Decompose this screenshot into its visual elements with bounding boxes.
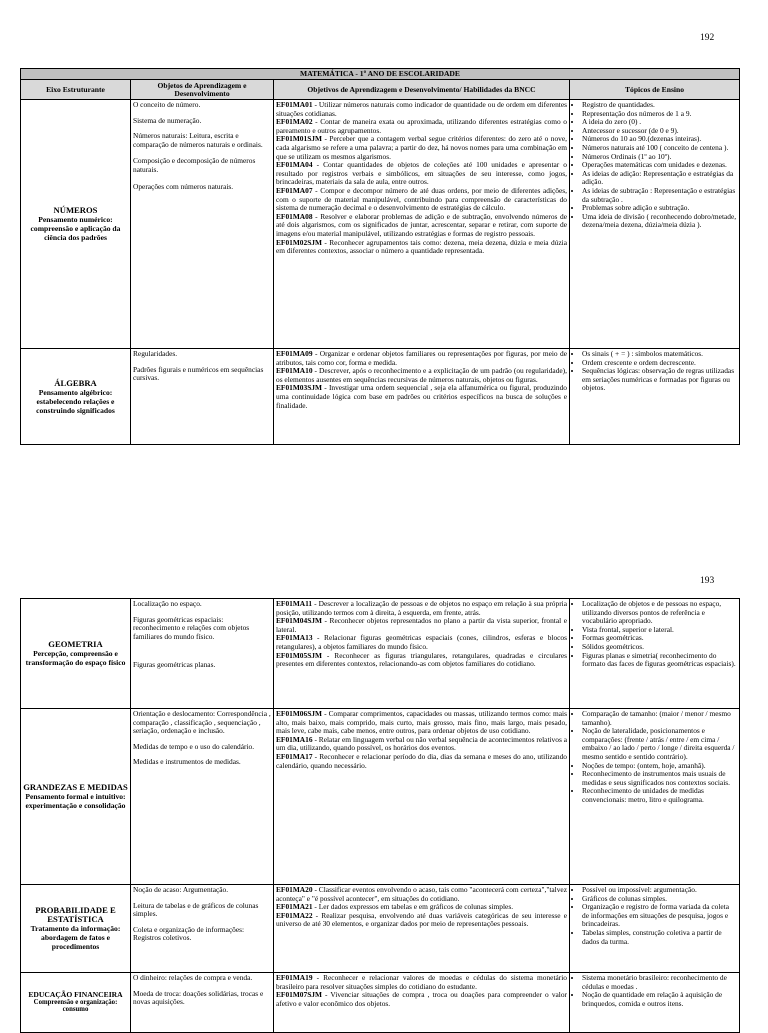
header-topicos: Tópicos de Ensino [570,80,740,100]
axis-subtitle: Percepção, compreensão e transformação do espaço físico [25,649,126,667]
topic-item: • Uma ideia de divisão ( reconhecendo dobro/metade, dezena/meia dezena, dúzia/meia dúzia ). [582,213,737,230]
axis-subtitle: Pensamento numérico: compreensão e aplicação da ciência dos padrões [30,215,121,242]
topic-item: • Registro de quantidades. [582,101,737,110]
objects-cell [131,599,274,709]
topic-item: • Ordem crescente e ordem decrescente. [582,359,737,368]
object-item: Medidas e instrumentos de medidas. [133,757,241,767]
objective-item: EF01MA07 - Compor e decompor número de até duas ordens, por meio de diferentes adições, com o suporte de material manipulável, contribuindo para compreensão de características do sistema de numeração decimal e o desenvolvimento de estratégias de cálculo. [276,185,567,213]
row-algebra [21,349,740,445]
objective-item: EF01MA13 - Relacionar figuras geométricas espaciais (cones, cilindros, esferas e blocos retangulares), a objetos familiares do mundo físico. [276,633,567,651]
axis-cell [21,100,131,349]
row-numeros [21,100,740,349]
topic-item: • Figuras planas e simetria( reconhecimento do formato das faces de figuras geométricas espaciais). [582,652,737,669]
topics-cell [570,349,740,445]
topic-item: • Problemas sobre adição e subtração. [582,204,737,213]
axis-title: NÚMEROS [53,205,98,215]
object-item: Regularidades. [133,349,178,358]
topics-cell [570,599,740,709]
axis-title: PROBABILIDADE E ESTATÍSTICA [35,905,116,924]
topic-item: • Operações matemáticas com unidades e dezenas. [582,161,737,170]
objective-item: EF01MA17 - Reconhecer e relacionar período do dia, dias da semana e meses do ano, utilizando calendário, quando necessário. [276,751,567,770]
axis-title: GRANDEZAS E MEDIDAS [23,782,128,792]
objective-item: EF01M04SJM - Reconhecer objetos representados no plano a partir da vista superior, frontal e lateral. [276,616,567,634]
axis-title: ÁLGEBRA [54,377,97,388]
topic-item: • Números do 10 ao 90.(dezenas inteiras). [582,135,737,144]
axis-subtitle: Pensamento algébrico: estabelecendo relações e construindo significados [36,387,115,415]
topics-cell [570,100,740,349]
topic-item: • Reconhecimento de unidades de medidas convencionais: metro, litro e quilograma. [582,787,737,804]
objective-item: EF01M05SJM - Reconhecer as figuras triangulares, retangulares, quadradas e circulares presentes em diferentes contextos, relacionando-as com objetos familiares do cotidiano. [276,650,567,669]
topic-item: • As ideias de subtração : Representação e estratégias da subtração . [582,187,737,204]
topic-item: • Números Ordinais (1º ao 10º). [582,153,737,162]
topic-item: • A ideia do zero (0) . [582,118,737,127]
row-grandezas [21,709,740,885]
topic-item: • Noção de quantidade em relação à aquisição de brinquedos, comida e outros itens. [582,991,737,1008]
axis-subtitle: Pensamento formal e intuitivo: experimentação e consolidação [25,792,126,810]
topic-item: • Noções de tempo: (ontem, hoje, amanhã). [582,762,737,771]
topic-item: • As ideias de adição: Representação e estratégias da adição. [582,170,737,187]
objectives-cell [274,100,570,349]
header-objetos: Objetos de Aprendizagem e Desenvolvimento [131,80,274,100]
axis-cell [21,709,131,885]
axis-subtitle: Compreensão e organização: consumo [33,998,118,1014]
object-item: Medidas de tempo e o uso do calendário. [133,741,255,751]
header-objetivos: Objetivos de Aprendizagem e Desenvolvimento/ Habilidades da BNCC [274,80,570,100]
axis-cell [21,885,131,973]
object-item: O dinheiro: relações de compra e venda. [133,973,253,982]
objects-cell [131,349,274,445]
topic-item: • Sistema monetário brasileiro: reconhecimento de cédulas e moedas . [582,974,737,991]
topic-item: • Gráficos de colunas simples. [582,895,737,904]
axis-cell [21,349,131,445]
topic-item: • Vista frontal, superior e lateral. [582,626,737,635]
objective-item: EF01MA08 - Resolver e elaborar problemas de adição e de subtração, envolvendo números de até dois algarismos, com os significados de juntar, acrescentar, separar e retirar, com suporte de imagens e/ou material manipulável, utilizando estratégias e formas de registro pessoais. [276,211,567,238]
objective-item: EF01MA01 - Utilizar números naturais como indicador de quantidade ou de ordem em diferentes situações cotidianas. [276,100,567,118]
topic-item: • Organização e registro de forma variada da coleta de informações em situações de pesquisa, jogos e brincadeiras. [582,903,737,929]
object-item: Padrões figurais e numéricos em sequências cursivas. [133,364,264,383]
row-probabilidade [21,885,740,973]
header-eixo: Eixo Estruturante [21,80,131,100]
objective-item: EF01MA10 - Descrever, após o reconhecimento e a explicitação de um padrão (ou regularidade), os elementos ausentes em sequências recursivas de números naturais, objetos ou figuras. [276,366,567,384]
page-number: 193 [700,576,715,586]
object-item: Noção de acaso: Argumentação. [133,885,229,894]
object-item: Composição e decomposição de números naturais. [133,156,256,174]
objectives-cell [274,709,570,885]
object-item: Orientação e deslocamento: Correspondência , comparação , classificação , sequenciação , seriação, ordenação e inclusão. [133,709,271,736]
objective-item: EF01MA11 - Descrever a localização de pessoas e de objetos no espaço em relação à sua própria posição, utilizando termos com à direita, à esquerda, em frente, atrás. [276,599,567,617]
objective-item: EF01MA16 - Relatar em linguagem verbal ou não verbal sequência de acontecimentos relativos a um dia, utilizando, quando possível, os horários dos eventos. [276,734,567,753]
row-geometria [21,599,740,709]
object-item: Sistema de numeração. [133,115,202,125]
object-item: Operações com números naturais. [133,181,234,191]
topic-item: • Números naturais até 100 ( conceito de centena ). [582,144,737,153]
objective-item: EF01MA04 - Contar quantidades de objetos de coleções até 100 unidades e apresentar o resultado por registros verbais e simbólicos, em situações de seu interesse, como jogos, brincadeiras, materiais da sala de aula, entre outros. [276,160,567,187]
topics-cell [570,885,740,973]
object-item: Registros coletivos. [133,933,192,943]
topic-item: • Sequências lógicas: observação de regras utilizadas em seriações numéricas e formadas por figuras ou objetos. [582,367,737,393]
topic-item: • Noção de lateralidade, posicionamentos e comparações: (frente / atrás / entre / em cima / embaixo / ao lado / perto / longe / direita esquerda / mesmo sentido e sentido contrário). [582,727,737,761]
curriculum-table-page-192 [20,68,740,445]
topic-item: • Comparação de tamanho: (maior / menor / mesmo tamanho). [582,710,737,727]
topic-item: • Possível ou impossível: argumentação. [582,886,737,895]
axis-cell [21,599,131,709]
topic-item: • Tabelas simples, construção coletiva a partir de dados da turma. [582,929,737,946]
object-item: Localização no espaço. [133,599,202,608]
objective-item: EF01MA02 - Contar de maneira exata ou aproximada, utilizando diferentes estratégias como o pareamento e outros agrupamentos. [276,117,567,135]
object-item: Moeda de troca: doações solidárias, trocas e novas aquisições. [133,988,264,1007]
table-title: MATEMÁTICA - 1º ANO DE ESCOLARIDADE [21,69,740,80]
object-item: Coleta e organização de informações: [133,924,245,934]
object-item: Números naturais: Leitura, escrita e comparação de números naturais e ordinais. [133,131,263,149]
objectives-cell [274,599,570,709]
topic-item: • Sólidos geométricos. [582,643,737,652]
axis-title: GEOMETRIA [48,639,103,649]
object-item: Figuras geométricas planas. [133,660,216,670]
objects-cell [131,100,274,349]
page-number: 192 [700,33,715,43]
object-item: Figuras geométricas espaciais: reconhecimento e relações com objetos familiares do mundo físico. [133,614,250,641]
objects-cell [131,885,274,973]
objective-item: EF01MA19 - Reconhecer e relacionar valores de moedas e cédulas do sistema monetário brasileiro para resolver situações simples do cotidiano do estudante. [276,973,567,991]
objective-item: EF01M01SJM - Perceber que a contagem verbal segue critérios diferentes: do zero até o nove, cada algarismo se refere a uma palavra; a partir do dez, há novos nomes para uma combinação em que se utilizam os mesmos algarismos. [276,134,567,161]
object-item: O conceito de número. [133,100,201,109]
axis-subtitle: Tratamento da informação: abordagem de fatos e procedimentos [30,924,121,951]
topic-item: • Antecessor e sucessor (de 0 e 9). [582,127,737,136]
topic-item: • Reconhecimento de instrumentos mais usuais de medidas e seus significados nos contextos sociais. [582,770,737,787]
topics-cell [570,709,740,885]
objective-item: EF01M03SJM - Investigar uma ordem sequencial , seja ela alfanumérica ou figural, produzindo uma continuidade lógica com base em padrões ou critérios específicos na busca de soluções e finalidade. [276,383,567,410]
objective-item: EF01M06SJM - Comparar comprimentos, capacidades ou massas, utilizando termos como: mais alto, mais baixo, mais comprido, mais curto, mais grosso, mais fino, mais largo, mais pesado, mais leve, cabe mais, cabe menos, entre outros, para ordenar objetos de uso cotidiano. [276,709,567,736]
topic-item: • Localização de objetos e de pessoas no espaço, utilizando diversos pontos de referência e vocabulário apropriado. [582,600,737,626]
topic-item: • Os sinais ( + = ) : símbolos matemáticos. [582,350,737,359]
topic-item: • Representação dos números de 1 a 9. [582,110,737,119]
objective-item: EF01MA20 - Classificar eventos envolvendo o acaso, tais como "acontecerá com certeza","talvez aconteça" e "é possível acontecer", em situações do cotidiano. [276,885,567,903]
objective-item: EF01M07SJM - Vivenciar situações de compra , troca ou doações para compreender o valor afetivo e valor econômico dos objetos. [276,990,567,1008]
objectives-cell [274,349,570,445]
objectives-cell [274,885,570,973]
objects-cell [131,709,274,885]
objective-item: EF01MA09 - Organizar e ordenar objetos familiares ou representações por figuras, por meio de atributos, tais como cor, forma e medida. [276,349,567,367]
objective-item: EF01M02SJM - Reconhecer agrupamentos tais como: dezena, meia dezena, dúzia e meia dúzia em diferentes contextos, associar o número a quantidade representada. [276,237,567,256]
curriculum-table-page-193 [20,598,740,1033]
axis-title: EDUCAÇÃO FINANCEIRA [28,990,123,1000]
topic-item: • Formas geométricas. [582,634,737,643]
objective-item: EF01MA21 - Ler dados expressos em tabelas e em gráficos de colunas simples. [276,902,514,912]
object-item: Leitura de tabelas e de gráficos de colunas simples. [133,900,259,919]
objective-item: EF01MA22 - Realizar pesquisa, envolvendo até duas variáveis categóricas de seu interesse e universo de até 30 elementos, e organizar dados por meio de representações pessoais. [276,910,567,929]
